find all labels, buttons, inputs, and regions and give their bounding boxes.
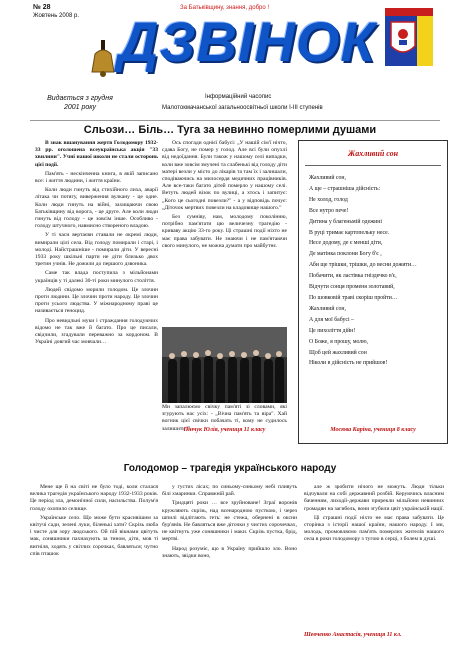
photo-caption: Ми запалюємо свічку пам'яті зі словами, які згурують нас усіх: - „Вічна пам'ять та віра". Хай вогник цієї свічки побачать ті, кому не судилось залишити її. — [162, 404, 287, 432]
header-divider — [30, 120, 440, 121]
paragraph: Пам'ять - нескінченна книга, в якій записано все: і життя людини, і життя країни. — [35, 170, 158, 185]
poem-line: Несе додому, де є менші діти, — [309, 240, 383, 247]
poem-author: Мосюва Каріна, учениця 8 класу — [330, 427, 416, 433]
poem-line: Жахливий сон, — [309, 175, 346, 181]
poem-divider — [305, 165, 441, 166]
poem-line: В руці тримає картопельку несе. — [309, 229, 390, 236]
poem-title: Жахливий сон — [347, 149, 399, 158]
paragraph: Ось спогади однієї бабусі: „У нашій сім'ї нічто, сдава Богу, не помер у голод. Але всі були опухлі від недоїдання. Були також у нашому селі випадки, коли вже зовсім змучені та слабенькі від голоду діти матері везли у місто до лікарів та там їх і залишали, сподіваючись на милосердя медичних працівників. Але все-таки багато дітей померло у нашому селі. Ветуть людей візок по вулиці, а хтось і запитує: „Кого це сьогодні повезли?" - а у відповідь почує: „Діточок мертвих повезли на кладовище нашого." — [162, 140, 288, 211]
paragraph: у густих лісах; по синьому-синьому небі пливуть білі хмаринки. Справжній рай. — [162, 484, 297, 498]
paragraph: Людей свідомо морили голодом. Це злочин проти людини. Це злочин проти народу. Це злочин проти усього людства. У міжнародному праві це називається геноцид. — [35, 286, 158, 315]
school-name: Малотокмачанської загальноосвітньої школи І-ІІІ ступенів — [162, 105, 323, 111]
poem-body — [309, 173, 441, 369]
poem-line: Щоб цей жахливий сон — [309, 349, 367, 356]
article2-headline: Голодомор – трагедія українського народу — [123, 463, 337, 474]
paragraph: Українське село. Що може бути красивішим за квітучі сади, зелені луки, біленькі хати? Скрізь люба і чисте для зору людського. Ой пій вікнами цвітуть мак, соняшники пахнахують за тином, діти, мов ті вигніля, ходять у світлих сорочках, бавляться; чутно спів пташок — [30, 514, 158, 557]
article1-headline: Сльози… Біль… Туга за невинно померлими душами — [83, 124, 377, 136]
school-emblem-icon — [385, 8, 433, 66]
paragraph: Народ розуміє, що в Україну прийшло зло. Воно знають, звідки воно, — [162, 545, 297, 559]
slogan: За Батьківщину, знання, добро ! — [180, 5, 270, 11]
poem-line: Відчути сонця променя золотавий, — [309, 284, 395, 291]
paragraph: Коли люди гинуть від стихійного лиха, аварії літака чи потягу, вивержения вулкану - це одне. Коли люди гинуть на війні, захищаючи свою Батьківщину від ворога, - це друге. Але коли люди гинуть від голоду - це зовсім інше. Особливо - голоду штучного, навмисно створеного владою. — [35, 187, 158, 230]
article2-column-2 — [162, 484, 297, 562]
bell-icon — [90, 40, 116, 80]
newspaper-title: ДЗВІНОК — [118, 10, 376, 73]
poem-line: Не холод, голод — [309, 196, 348, 203]
poem-line: А ще – страшніша дійсність: — [309, 185, 381, 192]
article2-column-3 — [304, 484, 444, 546]
article2-author: Шевченко Анастасія, учениця 11 кл. — [304, 632, 402, 638]
poem-line: Все нутро пече! — [309, 207, 349, 214]
memorial-photo — [162, 327, 287, 403]
published-since: Видається з грудня 2001 року — [47, 95, 113, 111]
paragraph: Про невидльні муки і страждання голодуючих відомо не так вже й багато. Про це писали, свідчили, згадували переважно за кордоном. В Україні довгий час мовчали… — [35, 317, 158, 346]
paragraph: Ці страшні події ніхто не має права забувати. Це сторінка з історії нашої країни, нашого народу. І ми, молодь, промовляємо пам'ять померлих жителів нашого села в роки голодомору з тугою в серці, з болем в душі. — [304, 514, 444, 543]
photo-author: Пінчук Юлія, учениця 11 класу — [183, 427, 266, 433]
article1-lead: В знак вшанування жертв Голодомору 1932-33 рр. оголошена всеукраїнська акція "33 хвилини". Учні нашої школи не стали осторонь цієї події. — [35, 140, 158, 168]
poem-line: А для мої бабусі – — [309, 316, 354, 323]
poem-line: Жахливий сон, — [309, 305, 346, 312]
info-label: Інформаційний часопис — [205, 94, 272, 100]
article2-column-1 — [30, 484, 158, 560]
poem-line: Аби ще трішки, трішки, до весни дожити… — [309, 262, 417, 269]
poem-line: Це пихоліття дійн! — [309, 327, 356, 334]
paragraph: Мене ще й на світі не було тоді, коли сталася велика трагедія українського народу 1932-1933 років. Це період зла, демонічної сили, насильства. Полум'я голоду охопило селище. — [30, 484, 158, 512]
paragraph: Тридцяті роки … все зруйноване! Зграї воронів кружляють скрізь, над всенародною пусткою, і через шпилі відлітають геть: не стежа, обернені в оксни бур'янів. Не бавляться вже діточки у чистих сорочечках, не квітнуть уже соняшники і маки. Скрізь пустка, брід, мертві. — [162, 500, 297, 543]
issue-number: № 28 — [33, 4, 51, 11]
article1-column-2 — [162, 140, 287, 252]
poem-line: Ніколи в дійсність не прийшов! — [309, 360, 388, 367]
article1-column-1 — [35, 140, 158, 348]
poem-box — [298, 140, 448, 444]
paragraph: У ті часи вертаєвн ставали не окремі люди, вимирали цілі села. Від голоду помирали і старі, і молоді. Найстрашніше - помирали діти. У вересні 1933 року шкільні парти не діти близько двох третин учнів. Не дожили до першого дзвоника. — [35, 232, 158, 268]
poem-line: О Боже, я прошу, молю, — [309, 338, 368, 345]
poem-line: По шовковій траві скоріш пройти… — [309, 294, 398, 301]
issue-date: Жовтень 2008 р. — [33, 13, 80, 19]
paragraph: Саме так влада поступила з мільйонами українців у ті далекі 30-ті роки минулого століття. — [35, 270, 158, 284]
paragraph: але ж зробити нічого не можуть. Люди тільки відчували на собі державний розбій. Керуючись власним баченням, лиходії-держави прирекли мільйони невинних громадян на загибель, вони згубили цвіт українській нації. — [304, 484, 444, 512]
paragraph: Без сумніву, нам, молодому поколінню, потрібно пам'ятати цю величезну трагедію - криваву акцію 33-го року. Ці страшні події ніхто не має права забувати. Не знаючи і не пам'ятаючи свого минулого, не можна думати про майбутнє. — [162, 214, 287, 249]
poem-line: Дитина у благеньмій одежині — [309, 218, 382, 225]
poem-line: Де матінка поклони Богу б'є , — [309, 251, 382, 258]
poem-line: Побачити, як ластівка гніздечко в'є, — [309, 273, 397, 280]
